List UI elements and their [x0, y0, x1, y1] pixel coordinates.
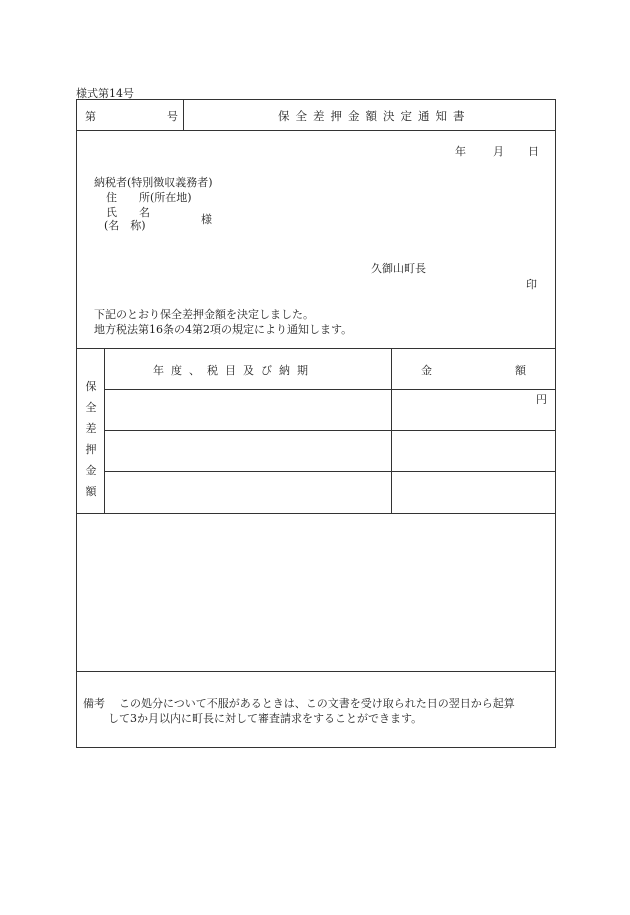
- name-label-alt: (名 称): [104, 219, 146, 232]
- address-label: 住 所(所在地): [106, 191, 192, 204]
- document-title: 保全差押金額決定通知書: [278, 109, 471, 123]
- body-line-2: 地方税法第16条の4第2項の規定により通知します。: [94, 323, 353, 336]
- yen-unit: 円: [536, 393, 547, 406]
- honorific: 様: [201, 213, 212, 226]
- column-header-period: 年度、税目及び納期: [153, 364, 315, 377]
- header-divider: [77, 130, 555, 131]
- seal-mark: 印: [526, 278, 537, 291]
- table-row-divider: [104, 430, 555, 431]
- notes-label: 備考: [83, 697, 105, 710]
- date-month: 月: [493, 145, 504, 158]
- side-label-char: 額: [85, 485, 97, 498]
- number-prefix: 第: [85, 110, 96, 123]
- notes-divider: [77, 671, 555, 672]
- body-line-1: 下記のとおり保全差押金額を決定しました。: [94, 308, 314, 321]
- side-label-char: 金: [85, 464, 97, 477]
- issuer-name: 久御山町長: [371, 262, 426, 275]
- date-day: 日: [528, 145, 539, 158]
- form-id: 様式第14号: [76, 87, 134, 100]
- name-label: 氏 名: [106, 206, 150, 219]
- notice-form: [76, 99, 556, 748]
- side-label-char: 全: [85, 401, 97, 414]
- side-label-char: 押: [85, 443, 97, 456]
- notes-line-2: して3か月以内に町長に対して審査請求をすることができます。: [108, 712, 423, 725]
- table-row-divider: [104, 389, 555, 390]
- table-bottom-border: [77, 513, 555, 514]
- recipient-label: 納税者(特別徴収義務者): [94, 176, 213, 189]
- header-column-divider: [183, 100, 184, 130]
- notes-line-1: この処分について不服があるときは、この文書を受け取られた日の翌日から起算: [119, 697, 515, 710]
- side-label: [84, 376, 98, 502]
- column-header-amount-left: 金: [421, 364, 432, 377]
- table-top-border: [77, 348, 555, 349]
- column-header-amount-right: 額: [515, 364, 526, 377]
- date-year: 年: [455, 145, 466, 158]
- number-suffix: 号: [167, 110, 178, 123]
- table-row-divider: [104, 471, 555, 472]
- side-label-char: 保: [85, 380, 97, 393]
- side-label-char: 差: [85, 422, 97, 435]
